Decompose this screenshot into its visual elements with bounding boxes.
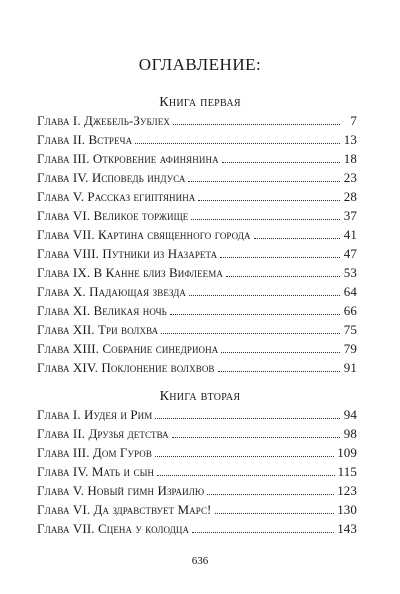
chapter-page: 94 [343,407,357,422]
chapter-title: Глава XI. Великая ночь [37,303,167,318]
chapter-page: 18 [343,151,357,166]
toc-entry [37,464,357,480]
chapter-title: Глава VII. Картина священного города [37,227,251,242]
dot-leader [221,351,340,353]
chapter-title: Глава VII. Сцена у колодца [37,521,190,536]
chapter-page: 13 [343,132,357,147]
toc-entry [37,521,357,537]
chapter-title: Глава V. Рассказ египтянина [37,189,196,204]
page-number: 636 [191,555,209,567]
dot-leader [189,294,340,296]
dot-leader [155,455,334,457]
toc-entry [37,426,357,442]
chapter-page: 28 [343,189,357,204]
dot-leader [161,332,340,334]
chapter-page: 7 [350,113,357,128]
toc-entry [37,265,357,281]
chapter-page: 79 [343,341,357,356]
chapter-page: 109 [337,445,357,460]
toc-entry [37,170,357,186]
toc-title: ОГЛАВЛЕНИЕ: [138,55,262,74]
chapter-title: Глава IV. Мать и сын [37,464,155,479]
chapter-page: 115 [337,464,357,479]
toc-entry [37,360,357,376]
chapter-title: Глава XIII. Собрание синедриона [37,341,219,356]
dot-leader [172,436,340,438]
toc-entry [37,502,357,518]
chapter-title: Глава IV. Исповедь индуса [37,170,186,185]
dot-leader [220,256,340,258]
chapter-title: Глава II. Встреча [37,132,133,147]
toc-entry [37,189,357,205]
book-2-title: Книга вторая [159,389,241,404]
chapter-page: 41 [343,227,357,242]
dot-leader [218,370,340,372]
book-1-title: Книга первая [159,95,241,110]
toc-entry [37,113,357,129]
chapter-page: 37 [343,208,357,223]
dot-leader [254,237,340,239]
chapter-page: 98 [343,426,357,441]
toc-entry [37,445,357,461]
toc-entry [37,341,357,357]
chapter-title: Глава XII. Три волхва [37,322,159,337]
dot-leader [226,275,340,277]
chapter-page: 64 [343,284,357,299]
chapter-title: Глава VI. Да здравствует Марс! [37,502,212,517]
chapter-page: 123 [337,483,357,498]
chapter-title: Глава X. Падающая звезда [37,284,186,299]
dot-leader [198,199,340,201]
dot-leader [222,161,340,163]
chapter-page: 53 [343,265,357,280]
toc-entry [37,132,357,148]
toc-entry [37,208,357,224]
dot-leader [192,531,334,533]
dot-leader [191,218,340,220]
chapter-page: 23 [343,170,357,185]
dot-leader [135,142,340,144]
toc-entry [37,407,357,423]
toc-entry [37,151,357,167]
chapter-title: Глава I. Иудея и Рим [37,407,153,422]
toc-entry [37,483,357,499]
chapter-title: Глава XIV. Поклонение волхвов [37,360,215,375]
chapter-title: Глава VIII. Путники из Назарета [37,246,218,261]
toc-entry [37,322,357,338]
chapter-title: Глава V. Новый гимн Израилю [37,483,205,498]
chapter-title: Глава III. Откровение афинянина [37,151,219,166]
chapter-page: 75 [343,322,357,337]
dot-leader [155,417,340,419]
chapter-title: Глава I. Джебель-Зублех [37,113,170,128]
toc-entry [37,246,357,262]
toc-entry [37,227,357,243]
chapter-page: 143 [337,521,357,536]
dot-leader [170,313,340,315]
chapter-page: 130 [337,502,357,517]
chapter-title: Глава VI. Великое торжище [37,208,189,223]
dot-leader [173,123,340,125]
dot-leader [157,474,335,476]
toc-entry [37,284,357,300]
dot-leader [188,180,340,182]
chapter-title: Глава IX. В Канне близ Вифлеема [37,265,223,280]
toc-entry [37,303,357,319]
chapter-title: Глава III. Дом Гуров [37,445,152,460]
chapter-page: 66 [343,303,357,318]
chapter-title: Глава II. Друзья детства [37,426,169,441]
dot-leader [207,493,334,495]
dot-leader [215,512,335,514]
chapter-page: 47 [343,246,357,261]
chapter-page: 91 [343,360,357,375]
